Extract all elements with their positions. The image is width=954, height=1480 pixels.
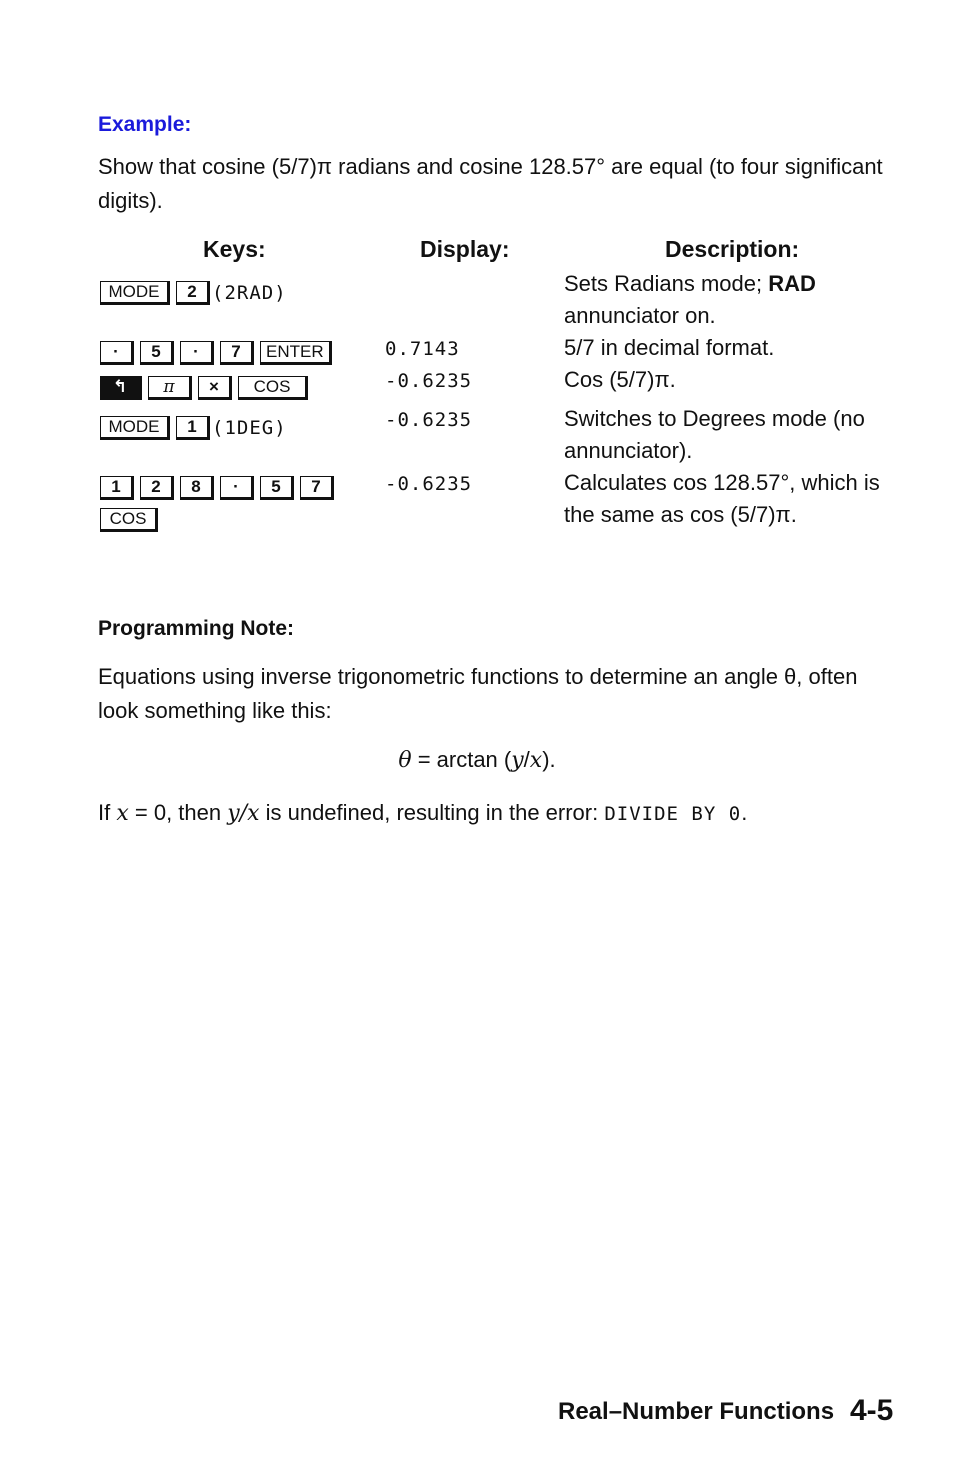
error-explanation: If x = 0, then y/x is undefined, resulting in the error: DIVIDE BY 0. (98, 800, 748, 826)
pi-key: π (148, 376, 192, 400)
description-column-header: Description: (665, 236, 800, 262)
arctan-formula: θ = arctan (y/x). (398, 747, 556, 773)
description-row-1: Sets Radians mode; RAD annunciator on. (564, 271, 816, 328)
chapter-title: Real–Number Functions (558, 1398, 835, 1425)
keys-row-5a (100, 476, 334, 500)
left-shift-key-icon: ↰ (100, 376, 142, 400)
digit-key: 7 (300, 476, 334, 500)
description-row-3: Cos (5/7)π. (564, 367, 676, 392)
decimal-point-key: · (100, 341, 134, 365)
keys-column-header: Keys: (203, 236, 266, 262)
example-intro: Show that cosine (5/7)π radians and cosine 128.57° are equal (to four significant digits). (98, 154, 883, 213)
digit-key: 1 (100, 476, 134, 500)
digit-key: 5 (260, 476, 294, 500)
display-column-header: Display: (420, 236, 510, 262)
page-number: 4-5 (850, 1394, 894, 1427)
keys-row-3 (100, 376, 308, 400)
menu-choice-text: (2RAD) (212, 282, 287, 304)
description-row-4: Switches to Degrees mode (no annunciator). (564, 406, 865, 463)
cos-key: COS (100, 508, 158, 532)
multiply-key: × (198, 376, 232, 400)
rad-annunciator-label: RAD (768, 271, 816, 296)
display-row-3: -0.6235 (385, 370, 473, 392)
enter-key: ENTER (260, 341, 332, 365)
programming-note-body: Equations using inverse trigonometric functions to determine an angle θ, often look something like this: (98, 664, 858, 723)
keys-row-2 (100, 341, 332, 365)
digit-key: 7 (220, 341, 254, 365)
digit-key: 2 (176, 281, 210, 305)
digit-key: 8 (180, 476, 214, 500)
display-row-2: 0.7143 (385, 338, 460, 360)
cos-key: COS (238, 376, 308, 400)
mode-key: MODE (100, 416, 170, 440)
digit-key: 5 (140, 341, 174, 365)
keys-row-4 (100, 416, 287, 440)
menu-choice-text: (1DEG) (212, 417, 287, 439)
digit-key: 2 (140, 476, 174, 500)
description-row-5: Calculates cos 128.57°, which is the same as cos (5/7)π. (564, 470, 880, 527)
programming-note-heading: Programming Note: (98, 617, 295, 640)
mode-key: MODE (100, 281, 170, 305)
display-row-4: -0.6235 (385, 409, 473, 431)
keys-row-5b (100, 508, 158, 532)
example-heading: Example: (98, 113, 192, 136)
decimal-point-key: · (220, 476, 254, 500)
keys-row-1 (100, 281, 287, 305)
error-message: DIVIDE BY 0 (604, 803, 742, 825)
digit-key: 1 (176, 416, 210, 440)
display-row-5: -0.6235 (385, 473, 473, 495)
decimal-point-key: · (180, 341, 214, 365)
description-row-2: 5/7 in decimal format. (564, 335, 775, 360)
